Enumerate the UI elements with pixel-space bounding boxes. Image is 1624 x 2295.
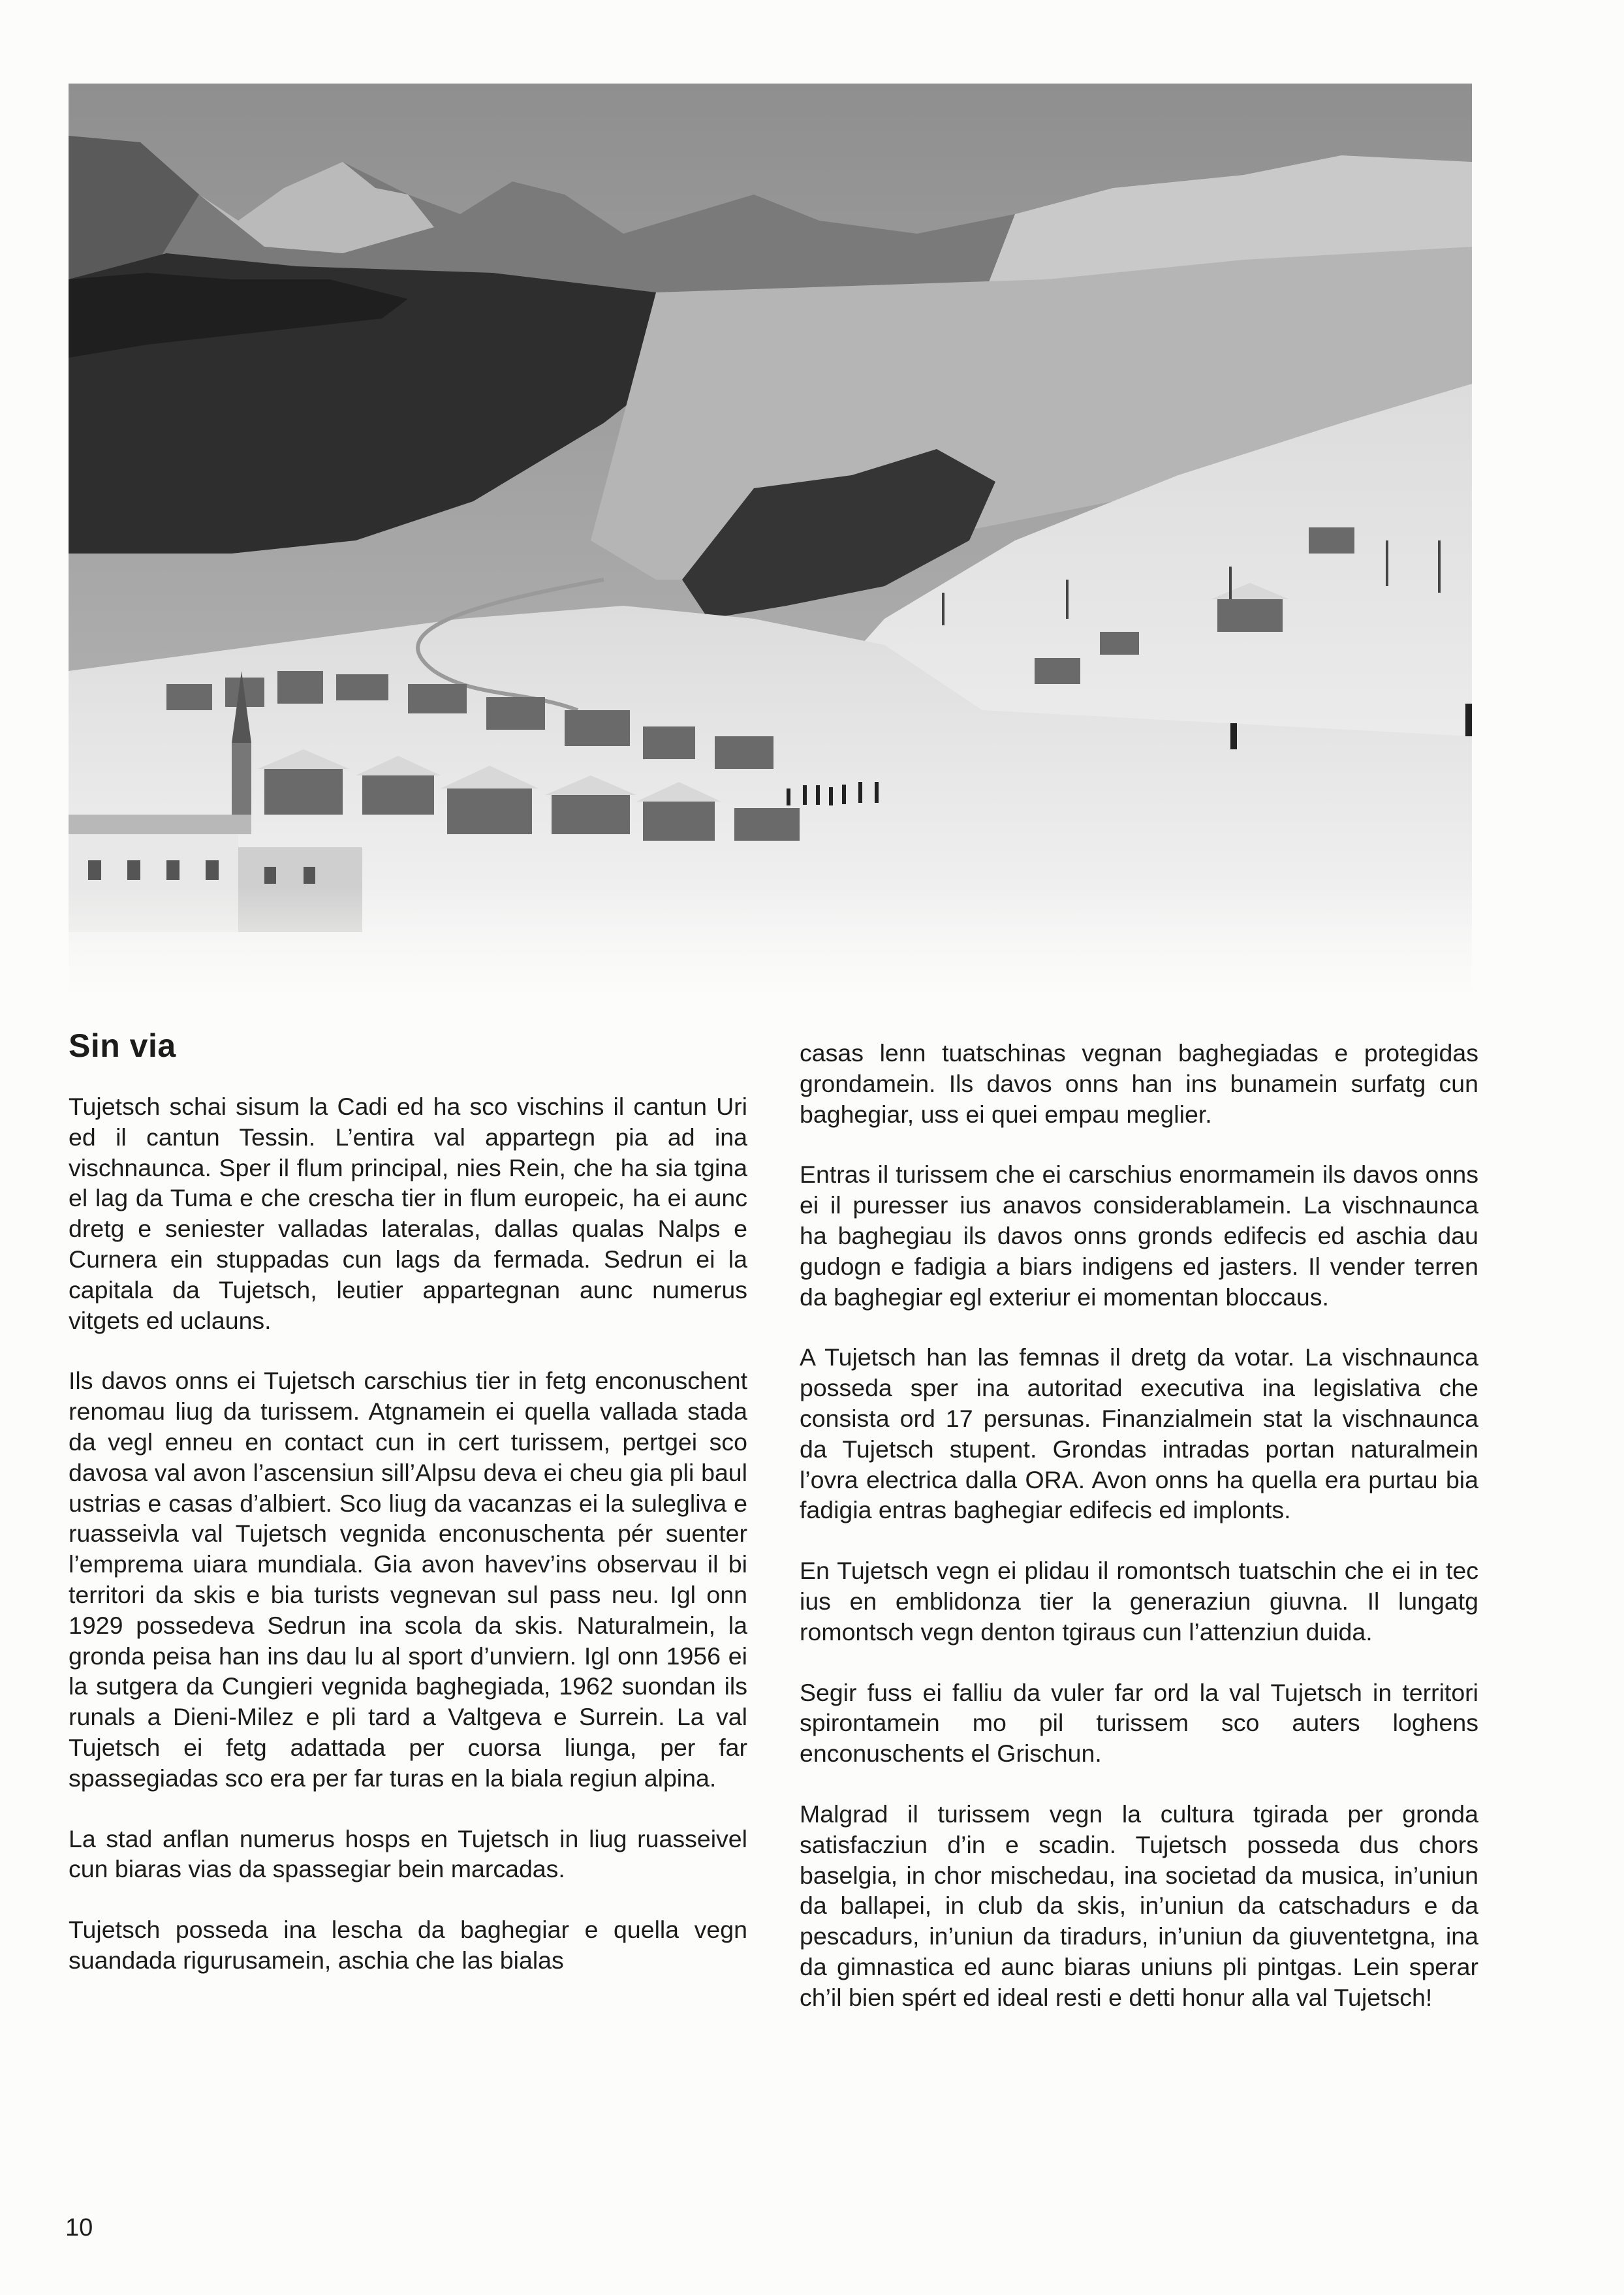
winter-village-landscape-photo-icon <box>69 84 1472 1004</box>
left-column <box>69 1018 747 1976</box>
paragraph: casas lenn tuatschinas vegnan baghegiadas e protegidas grondamein. Ils davos onns han ins bunamein surfatg cun baghegiar, uss ei quei empau meglier. <box>800 1039 1478 1128</box>
right-column <box>800 1038 1478 2013</box>
paragraph: Entras il turissem che ei carschius enormamein ils davos onns ei il puresser ius anavos considerablamein. La vischnaunca ha baghegiau ils davos onns gronds edifecis ed aschia dau gudogn e fadigia a biars indigens ed jasters. Il vender terren da baghegiar egl exteriur ei momentan bloccaus. <box>800 1161 1478 1311</box>
paragraph: Tujetsch posseda ina lescha da baghegiar e quella vegn suandada rigurusamein, aschia che las bialas <box>69 1916 747 1974</box>
article-heading: Sin via <box>69 1027 176 1064</box>
paragraph: Tujetsch schai sisum la Cadi ed ha sco vischins il cantun Uri ed il cantun Tessin. L’entira val appartegn pia ad ina vischnaunca. Sper il flum principal, nies Rein, che ha sia tgina el lag da Tuma e che crescha tier in flum europeic, ha ei aunc dretg e seniester valladas lateralas, dallas qualas Nalps e Curnera ein stuppadas cun lags da fermada. Sedrun ei la capitala da Tujetsch, leutier appartegnan aunc numerus vitgets ed uclauns. <box>69 1093 747 1334</box>
paragraph: Ils davos onns ei Tujetsch carschius tier in fetg enconuschent renomau liug da turissem. Atgnamein ei quella vallada stada da vegl enneu en contact cun in cert turissem, pertgei sco davosa val avon l’ascensiun sill’Alpsu deva ei cheu gia pli baul ustrias e casas d’albiert. Sco liug da vacanzas ei la sulegliva e ruasseivla val Tujetsch vegnida enconuschenta pér suenter l’emprema uiara mundiala. Gia avon havev’ins observau il bi territori da skis e bia turists vegnevan sul pass neu. Igl onn 1929 possedeva Sedrun ina scola da skis. Naturalmein, la gronda peisa han ins dau lu al sport d’unviern. Igl onn 1956 ei la sutgera da Cungieri vegnida baghegiada, 1962 suondan ils runals a Dieni-Milez e pli tard a Valtgeva e Surrein. La val Tujetsch ei fetg adattada per cuorsa liunga, per far spassegiadas sco era per far turas en la biala regiun alpina. <box>69 1367 747 1792</box>
paragraph: En Tujetsch vegn ei plidau il romontsch tuatschin che ei in tec ius en emblidonza tier la generaziun giuvna. Il lungatg romontsch vegn denton tgiraus cun l’attenziun duida. <box>800 1557 1478 1646</box>
landscape-photo <box>69 84 1472 1004</box>
paragraph: Segir fuss ei falliu da vuler far ord la val Tujetsch in territori spirontamein mo pil turissem sco auters loghens enconuschents el Grischun. <box>800 1678 1478 1768</box>
paragraph: La stad anflan numerus hosps en Tujetsch in liug ruasseivel cun biaras vias da spassegiar bein marcadas. <box>69 1824 747 1883</box>
paragraph: A Tujetsch han las femnas il dretg da votar. La vischnaunca posseda sper ina autoritad executiva ina legislativa che consista ord 17 persunas. Finanzialmein stat la vischnaunca da Tujetsch stupent. Grondas intradas portan naturalmein l’ovra electrica dalla ORA. Avon onns ha quella era purtau bia fadigia entras baghegiar edifecis ed implonts. <box>800 1343 1478 1524</box>
paragraph: Malgrad il turissem vegn la cultura tgirada per gronda satisfacziun d’in e scadin. Tujetsch posseda dus chors baselgia, in chor mischedau, ina societad da musica, in’uniun da ballapei, in club da skis, in’uniun da catschadurs e da pescadurs, in’uniun da tiradurs, in’uniun da giuventetgna, ina da gimnastica ed aunc biaras uniuns pli pintgas. Lein sperar ch’il bien spért ed ideal resti e detti honur alla val Tujetsch! <box>800 1800 1478 2011</box>
page-number: 10 <box>65 2214 93 2241</box>
